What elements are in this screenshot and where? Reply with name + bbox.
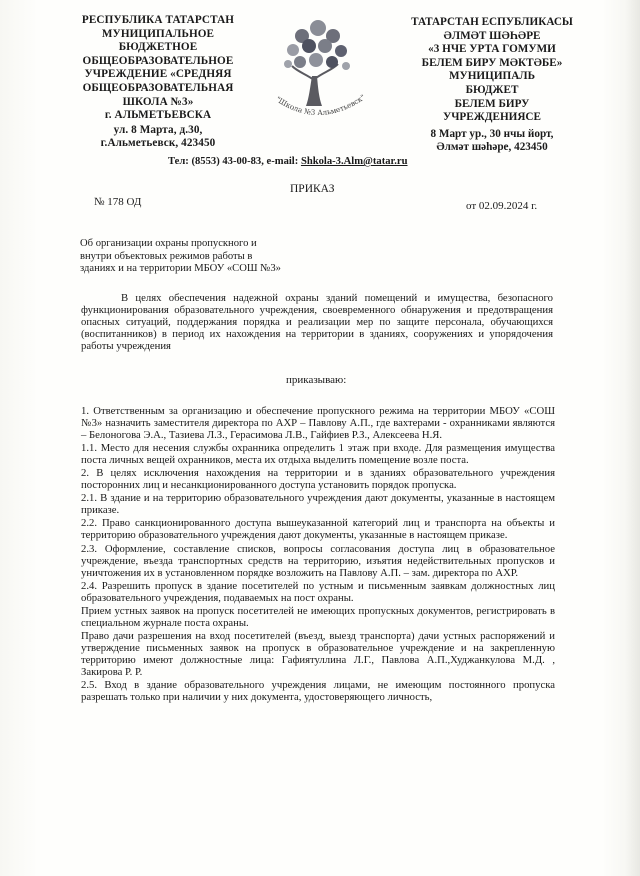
header-left-line: ОБЩЕОБРАЗОВАТЕЛЬНОЕ xyxy=(82,54,234,67)
header-right-line: БЕЛЕМ БИРУ МӘКТӘБЕ» xyxy=(421,56,563,69)
order-item: Право дачи разрешения на вход посетителей (въезд, выезд транспорта) дачи устных распоряжений и утверждение письменных заявок на пропуск в образовательное учреждение и на закрепленную территорию имеют должностные лица: Гафиятуллина Л.Г., Павлова А.П.,Худжанкулова М.Д. , Закирова Р. Р. xyxy=(81,629,555,678)
header-right-tatar xyxy=(392,16,592,155)
header-right-line: БЮДЖЕТ xyxy=(465,83,519,96)
order-item: 2.1. В здание и на территорию образовательного учреждения дают документы, указанные в настоящем приказе. xyxy=(81,492,555,517)
phone-text: Тел: (8553) 43-00-83, e-mail: xyxy=(168,156,301,167)
email-link[interactable]: Shkola-3.Alm@tatar.ru xyxy=(300,156,408,167)
header-right-line: УЧРЕЖДЕНИЯСЕ xyxy=(443,111,541,124)
header-right-line: БЕЛЕМ БИРУ xyxy=(454,97,530,110)
subject-line: Об организации охраны пропускного и xyxy=(80,238,257,249)
order-item: 2. В целях исключения нахождения на территории и в зданиях образовательного учреждения посторонних лиц и несанкционированного доступа установить порядок пропуска. xyxy=(81,467,555,492)
header-right-line: МУНИЦИПАЛЬ xyxy=(448,70,536,83)
header-left-line: БЮДЖЕТНОЕ xyxy=(118,41,198,54)
header-left-line: г.Альметьевск, 423450 xyxy=(100,137,216,150)
contact-line xyxy=(168,156,408,167)
order-item: 1.1. Место для несения службы охранника определить 1 этаж при входе. Для размещения имущества поста личных вещей охранников, места их отдыха выделить помещение возле поста. xyxy=(81,442,555,467)
order-item: 2.2. Право санкционированного доступа вышеуказанной категорий лиц и транспорта на объекты и территорию образовательного учреждения дают документы, указанные в настоящем приказе. xyxy=(81,517,555,542)
order-item: 2.5. Вход в здание образовательного учреждения лицами, не имеющим постоянного пропуска разрешать только при наличии у них документа, удостоверяющего личность, xyxy=(81,679,555,704)
order-item: Прием устных заявок на пропуск посетителей не имеющих пропускных документов, регистрировать в специальном журнале поста охраны. xyxy=(81,604,555,629)
header-right-line: Әлмәт шәһәре, 423450 xyxy=(436,141,548,154)
order-title: ПРИКАЗ xyxy=(290,183,335,195)
order-word: приказываю: xyxy=(286,374,347,386)
header-right-line: 8 Март ур., 30 нчы йорт, xyxy=(430,127,554,140)
order-items xyxy=(81,405,555,704)
order-item: 2.4. Разрешить пропуск в здание посетителей по устным и письменным заявкам должностных лиц образовательного учреждения, подаваемых на пост охраны. xyxy=(81,579,555,604)
header-left-russian xyxy=(58,14,258,151)
order-number: № 178 ОД xyxy=(94,196,142,208)
header-right-line: ТАТАРСТАН ЕСПУБЛИКАСЫ xyxy=(411,16,573,28)
header-left-line: ОБЩЕОБРАЗОВАТЕЛЬНАЯ xyxy=(82,81,234,94)
header-left-line: РЕСПУБЛИКА ТАТАРСТАН xyxy=(81,14,235,26)
subject-line: зданиях и на территории МБОУ «СОШ №3» xyxy=(80,263,281,275)
tree-icon xyxy=(262,6,374,134)
logo-caption: "Школа №3 Альметьевск" xyxy=(274,92,367,118)
header-right-line: «3 НЧЕ УРТА ГОМУМИ xyxy=(428,43,556,56)
header-left-line: г. АЛЬМЕТЬЕВСКА xyxy=(104,109,212,122)
header-right-line: ӘЛМӘТ ШӘҺӘРЕ xyxy=(443,29,541,42)
preamble-paragraph: В целях обеспечения надежной охраны зданий помещений и имущества, безопасного функционирования образовательного учреждения, своевременного обнаружения и предотвращения опасных ситуаций, поддержания порядка и реализации мер по защите персонала, обучающихся (воспитанников) в период их нахождения на территории в зданиях, сооружениях и упорядочения работы учреждения xyxy=(81,292,553,353)
header-left-line: ШКОЛА №3» xyxy=(122,95,194,108)
subject-line: внутри объектовых режимов работы в xyxy=(80,250,253,262)
header-left-line: УЧРЕЖДЕНИЕ «СРЕДНЯЯ xyxy=(84,68,232,81)
order-subject xyxy=(80,238,281,276)
scan-edge xyxy=(626,0,640,876)
order-item: 1. Ответственным за организацию и обеспечение пропускного режима на территории МБОУ «СОШ №3» назначить заместителя директора по АХР – Павлову А.П., где вахтерами - охранниками являются – Белоногова Э.А., Тазиева Л.З., Герасимова Л.В., Гайфиев Р.З., Алексеева Н.Я. xyxy=(81,405,555,442)
order-date: от 02.09.2024 г. xyxy=(466,200,538,212)
order-item: 2.3. Оформление, составление списков, вопросы согласования доступа лиц в образовательное учреждение, въезда транспортных средств на территорию, изъятия недействительных пропусков и уничтожения их в установленном порядке возложить на Павлову А.П. – зам. директора по АХР. xyxy=(81,542,555,579)
header-left-line: МУНИЦИПАЛЬНОЕ xyxy=(101,27,215,40)
preamble xyxy=(81,292,553,352)
header-left-line: ул. 8 Марта, д.30, xyxy=(113,123,203,136)
